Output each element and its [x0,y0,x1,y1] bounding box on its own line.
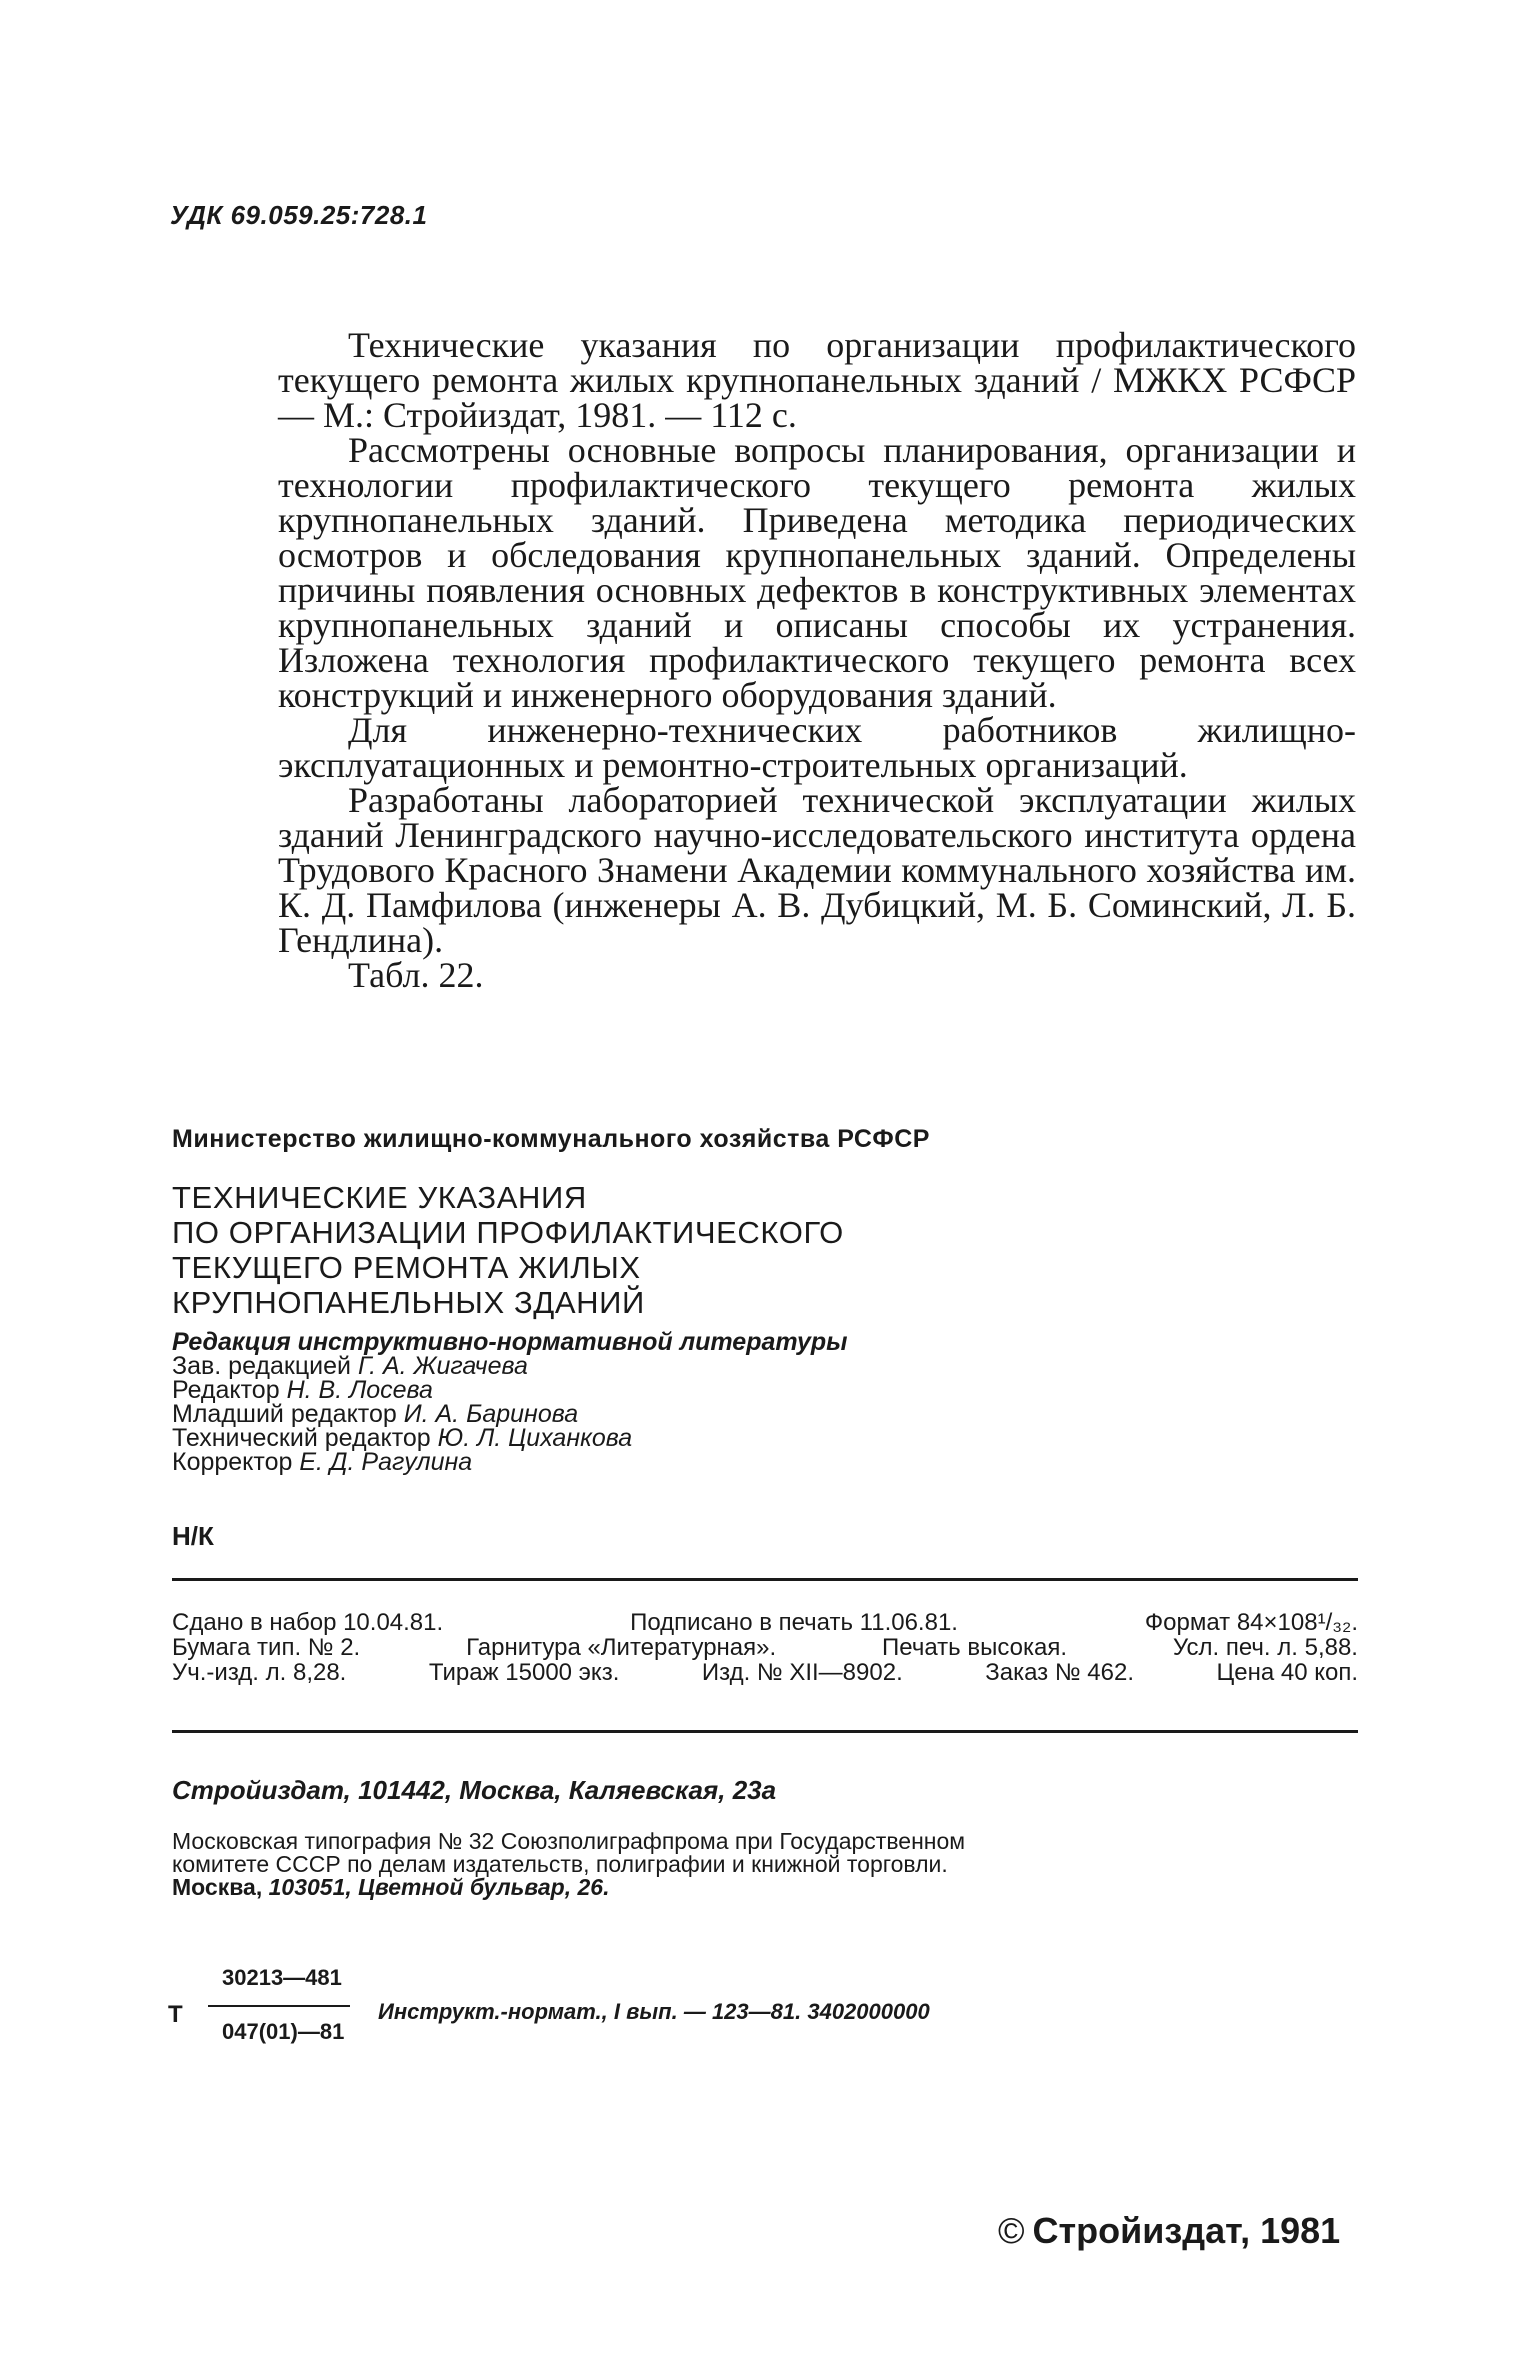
print-field: Формат 84×108¹/₃₂. [1144,1609,1358,1636]
print-field: Усл. печ. л. 5,88. [1172,1634,1358,1661]
editorial-credits [172,1330,848,1474]
credit-line-corrector [172,1450,848,1474]
title-line: ПО ОРГАНИЗАЦИИ ПРОФИЛАКТИЧЕСКОГО [172,1215,844,1250]
printer-street: 103051, Цветной бульвар, 26. [268,1874,610,1900]
developers-note: Разработаны лабораторией технической эксплуатации жилых зданий Ленинградского научно-исследовательского института ордена Трудового Красного Знамени Академии коммунального хозяйства им. К. Д. Памфилова (инженеры А. В. Дубицкий, М. Б. Соминский, Л. Б. Гендлина). [278,780,1356,960]
code-fraction [208,1965,364,2045]
print-row-3 [172,1660,1358,1685]
credit-name: Г. А. Жигачева [357,1352,528,1380]
printer-info [172,1830,965,1899]
title-line: ТЕКУЩЕГО РЕМОНТА ЖИЛЫХ [172,1250,641,1285]
credit-role: Корректор [172,1448,293,1476]
title-line: КРУПНОПАНЕЛЬНЫХ ЗДАНИЙ [172,1285,645,1320]
printer-line: Московская типография № 32 Союзполиграфпрома при Государственном [172,1828,966,1854]
credit-name: Ю. Л. Циханкова [437,1424,633,1452]
divider-top [172,1578,1358,1581]
code-details: Инструкт.-нормат., I вып. — 123—81. 3402000000 [378,1999,930,2024]
credit-role: Технический редактор [172,1424,431,1452]
printer-line: комитете СССР по делам издательств, полиграфии и книжной торговли. [172,1851,948,1877]
editorial-department: Редакция инструктивно-нормативной литературы [172,1328,848,1356]
print-field: Печать высокая. [882,1634,1067,1661]
book-title [172,1180,844,1320]
print-field: Подписано в печать 11.06.81. [630,1609,958,1636]
ministry-name: Министерство жилищно-коммунального хозяйства РСФСР [172,1125,930,1153]
code-denominator: 047(01)—81 [222,2019,345,2044]
title-line: ТЕХНИЧЕСКИЕ УКАЗАНИЯ [172,1180,587,1215]
print-field: Изд. № XII—8902. [701,1659,903,1686]
publisher-address: Стройиздат, 101442, Москва, Каляевская, 23а [172,1775,777,1805]
abstract-block [278,325,1356,995]
print-data [172,1610,1358,1685]
credit-line-editor [172,1378,848,1402]
abstract-summary: Рассмотрены основные вопросы планирования, организации и технологии профилактического текущего ремонта жилых крупнопанельных зданий. Приведена методика периодических осмотров и обследования крупнопанельных зданий. Определены причины появления основных дефектов в конструктивных элементах крупнопанельных зданий и описаны способы их устранения. Изложена технология профилактического текущего ремонта всех конструкций и инженерного оборудования зданий. [278,430,1356,715]
print-row-1 [172,1610,1358,1635]
print-field: Гарнитура «Литературная». [466,1634,777,1661]
credit-role: Младший редактор [172,1400,397,1428]
nk-mark: Н/К [172,1521,214,1551]
code-letter: Т [168,2001,183,2028]
print-field: Бумага тип. № 2. [172,1634,361,1661]
copyright-text: Стройиздат, 1981 [1032,2210,1341,2251]
udk-code: УДК 69.059.25:728.1 [170,200,428,230]
fraction-line [208,2005,350,2007]
credit-name: И. А. Баринова [403,1400,579,1428]
credit-line-junior [172,1402,848,1426]
print-field: Уч.-изд. л. 8,28. [172,1659,347,1686]
printer-city: Москва, [172,1874,263,1900]
credit-name: Е. Д. Рагулина [299,1448,473,1476]
code-numerator: 30213—481 [222,1965,342,1990]
print-field: Тираж 15000 экз. [428,1659,620,1686]
bibliographic-citation: Технические указания по организации профилактического текущего ремонта жилых крупнопанельных зданий / МЖКХ РСФСР — М.: Стройиздат, 1981. — 112 с. [278,325,1356,435]
credit-role: Зав. редакцией [172,1352,352,1380]
printer-address [172,1876,965,1899]
credit-line-tech [172,1426,848,1450]
divider-bottom [172,1730,1358,1733]
tables-count: Табл. 22. [348,955,484,995]
print-field: Заказ № 462. [985,1659,1134,1686]
print-field: Цена 40 коп. [1216,1659,1358,1686]
copyright-icon: © [998,2210,1025,2251]
credit-line-head [172,1354,848,1378]
credit-role: Редактор [172,1376,280,1404]
print-field: Сдано в набор 10.04.81. [172,1609,444,1636]
print-row-2 [172,1635,1358,1660]
target-audience: Для инженерно-технических работников жилищно-эксплуатационных и ремонтно-строительных организаций. [278,710,1356,785]
credit-name: Н. В. Лосева [286,1376,433,1404]
copyright-notice [998,2210,1340,2252]
